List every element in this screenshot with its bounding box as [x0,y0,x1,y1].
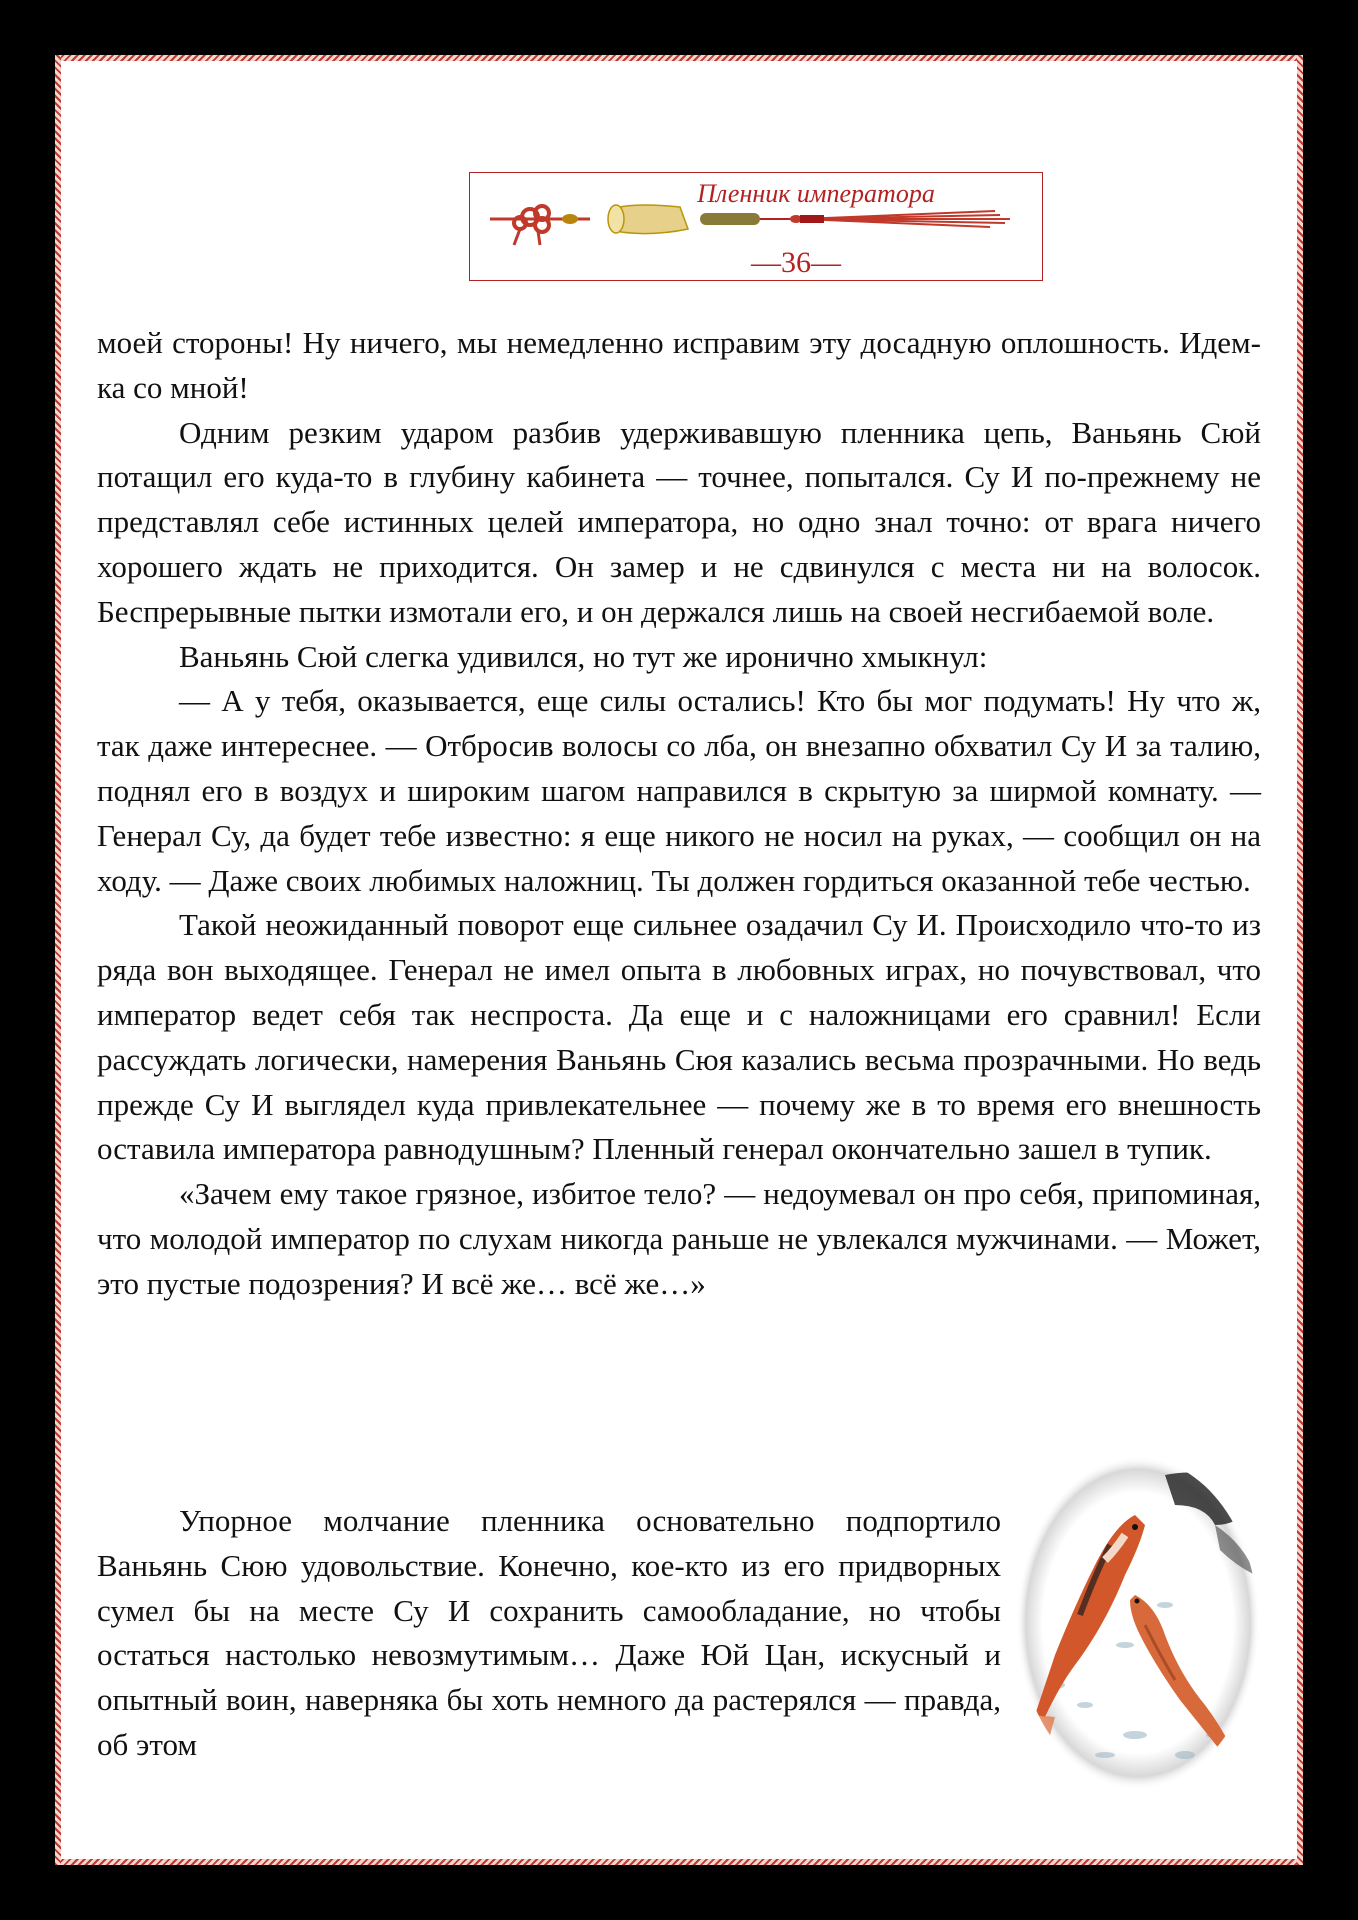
paragraph: Ваньянь Сюй слегка удивился, но тут же иронично хмыкнул: [179,638,988,674]
running-header [469,172,1043,281]
paragraph: моей стороны! Ну ничего, мы немедленно исправим эту досадную оплошность. Идем-ка со мной! [97,325,1261,405]
page-number: —36— [751,246,841,279]
paragraph: — А у тебя, оказывается, еще силы остались! Кто бы мог подумать! Ну что ж, так даже интереснее. — Отбросив волосы со лба, он внезапно обхватил Су И за талию, поднял его в воздух и широким шагом направился в скрытую за ширмой комнату. — Генерал Су, да будет тебе известно: я еще никого не носил на руках, — сообщил он на ходу. — Даже своих любимых наложниц. Ты должен гордиться оказанной тебе честью. [97,683,1261,898]
paragraph: Такой неожиданный поворот еще сильнее озадачил Су И. Происходило что-то из ряда вон выходящее. Генерал не имел опыта в любовных играх, но почувствовал, что император ведет себя так неспроста. Да еще и с наложницами его сравнил! Если рассуждать логически, намерения Ваньянь Сюя казались весьма прозрачными. Но ведь прежде Су И выглядел куда привлекательнее — почему же в то время его внешность оставила императора равнодушным? Пленный генерал окончательно зашел в тупик. [97,907,1261,1167]
decorative-border-right [1297,55,1303,1865]
decorative-border-left [55,55,61,1865]
decorative-border-top [55,55,1303,61]
paragraph: «Зачем ему такое грязное, избитое тело? — недоумевал он про себя, припоминая, что молодой император по слухам никогда раньше не увлекался мужчинами. — Может, это пустые подозрения? И всё же… всё же…» [97,1176,1261,1301]
page [55,55,1303,1865]
body-text-wrapped [97,1499,1001,1768]
paragraph: Упорное молчание пленника основательно подпортило Ваньянь Сюю удовольствие. Конечно, кое-кто из его придворных сумел бы на месте Су И сохранить самообладание, но чтобы остаться настолько невозмутимым… Даже Юй Цан, искусный и опытный воин, наверняка бы хоть немного да растерялся — правда, об этом [97,1503,1001,1762]
paragraph: Одним резким ударом разбив удерживавшую пленника цепь, Ваньянь Сюй потащил его куда-то в глубину кабинета — точнее, попытался. Су И по-прежнему не представлял себе истинных целей императора, но одно знал точно: от врага ничего хорошего ждать не приходится. Он замер и не сдвинулся с места ни на волосок. Беспрерывные пытки измотали его, и он держался лишь на своей несгибаемой воле. [97,414,1261,629]
book-title: Пленник императора [697,179,935,208]
decorative-border-bottom [55,1859,1303,1865]
koi-fish-illustration [1015,1455,1261,1791]
body-text [97,321,1261,1307]
